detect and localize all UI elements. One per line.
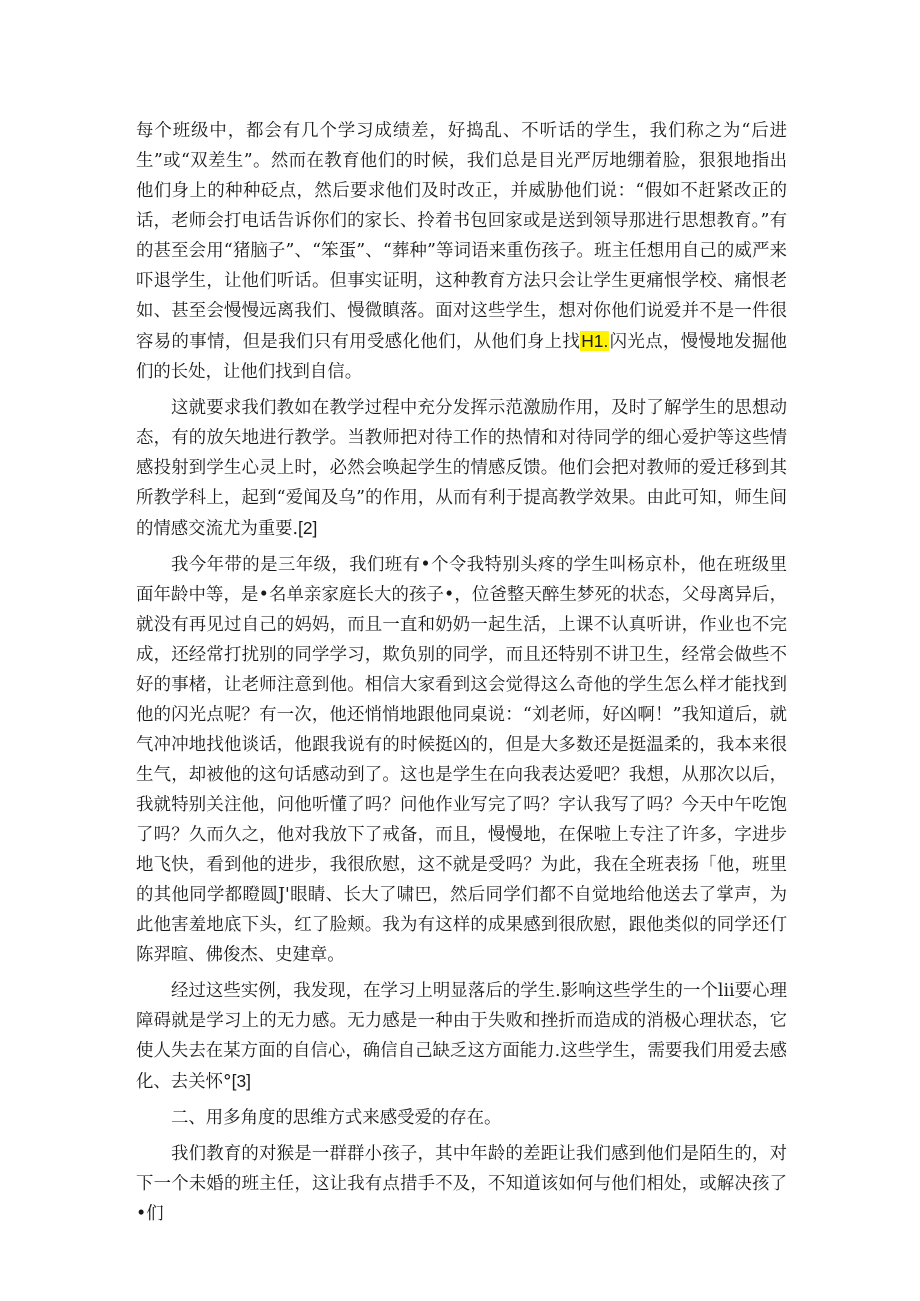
paragraph-3-text: 我今年带的是三年级，我们班有•个令我特别头疼的学生叫杨京朴，他在班级里面年龄中等，是•名单亲家庭长大的孩子•，位爸整天醉生梦死的状态，父母离异后，就没有再见过自己的妈妈，而且一直和奶奶一起生活，上课不认真听讲，作业也不完成，还经常打扰别的同学学习，欺负别的同学，而且还特别不讲卫生，经常会做些不好的事楮，让老师注意到他。相信大家看到这会觉得这么奇他的学生怎么样才能找到他的闪光点呢？有一次，他还悄悄地跟他同桌说：“刘老师，好凶啊！”我知道后，就气冲冲地找他谈话，他跟我说有的时候挺凶的，但是大多数还是挺温柔的，我本来很生气，却被他的这句话感动到了。这也是学生在向我表达爱吧？我想，从那次以后，我就特别关注他，问他听懂了吗？问他作业写完了吗？字认我写了吗？今天中午吃饱了吗？久而久之，他对我放下了戒备，而且，慢慢地，在保啦上专注了许多，字进步地飞快，看到他的进步，我很欣慰，这不就是受吗？为此，我在全班表扬「他，班里的其他同学都瞪圆J'眼睛、长大了啸巴，然后同学们都不自觉地给他送去了掌声，为此他害羞地底下头，红了脸颊。我为有这样的成果感到很欣慰，跟他类似的同学还仃陈羿暄、佛俊杰、史建章。 <box>136 555 787 965</box>
paragraph-4 <box>136 976 787 1097</box>
citation-ref-3: [3] <box>231 1071 251 1091</box>
section-heading <box>136 1103 787 1133</box>
paragraph-1-text: 每个班级中，都会有几个学习成绩差，好捣乱、不听话的学生，我们称之为“后进生”或“双差生”。然而在教育他们的时候，我们总是目光严厉地绷着脸，狠狠地指出他们身上的种种砭点，然后要求他们及时改正，并威胁他们说：“假如不赶紧改正的话，老师会打电话告诉你们的家长、拎着书包回家或是送到领导那进行思想教育。”有的甚至会用“猪脑子”、“笨蛋”、“葬种”等词语来重伤孩子。班主任想用自己的威严来吓退学生，让他们听话。但事实证明，这种教育方法只会让学生更痛恨学校、痛恨老如、甚至会慢慢远离我们、慢微瞋落。面对这些学生，想对你他们说爱并不是一件很容易的事情，但是我们只有用受感化他们，从他们身上找 <box>136 121 787 352</box>
paragraph-4-text: 经过这些实例，我发现，在学习上明显落后的学生.影响这些学生的一个lii要心理障碍就是学习上的无力感。无力感是一种由于失败和挫折而造成的消极心理状态，它使人失去在某方面的自信心，确信自己缺乏这方面能力.这些学生，需要我们用爱去感化、去关怀° <box>136 981 787 1092</box>
paragraph-6-text: 我们教育的对猴是一群群小孩子，其中年龄的差距让我们感到他们是陌生的，对下一个未婚的班主任，这让我有点措手不及，不知道该如何与他们相处，或解决孩了•们 <box>136 1144 787 1224</box>
paragraph-6 <box>136 1139 787 1229</box>
paragraph-1 <box>136 116 787 387</box>
paragraph-2 <box>136 393 787 544</box>
document-page <box>136 116 787 1229</box>
citation-ref-2: [2] <box>298 518 318 538</box>
paragraph-3 <box>136 550 787 970</box>
paragraph-1-text-end: 闪光点，慢慢地发掘他们的长处，让他们找到自信。 <box>136 332 787 382</box>
highlighted-mark: H1. <box>581 331 609 351</box>
paragraph-2-text: 这就要求我们教如在教学过程中充分发挥示范激励作用，及时了解学生的思想动态，有的放矢地进行教学。当教师把对待工作的热情和对待同学的细心爱护等这些情感投射到学生心灵上时，必然会唤起学生的情感反馈。他们会把对教师的爱迁移到其所教学科上，起到“爱闻及乌”的作用，从而有利于提高教学效果。由此可知，师生间的情感交流尤为重要. <box>136 398 787 539</box>
section-heading-text: 二、用多角度的思维方式来感受爱的存在。 <box>171 1108 502 1128</box>
